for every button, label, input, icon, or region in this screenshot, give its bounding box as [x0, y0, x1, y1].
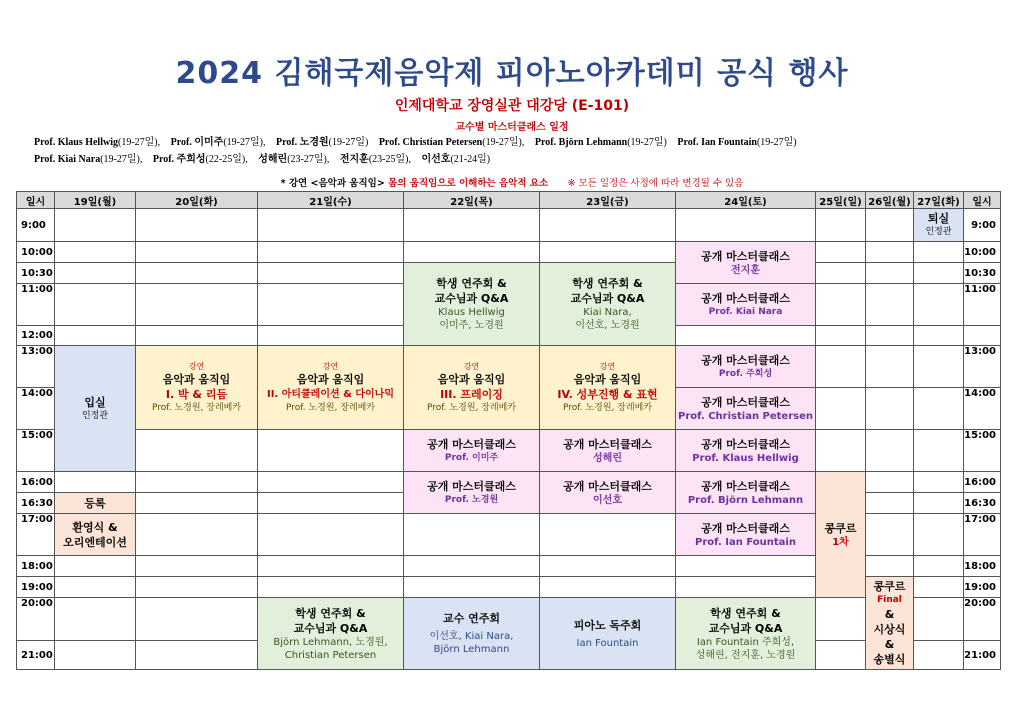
- lecture-cell: 강연 음악과 움직임 III. 프레이징 Prof. 노경원, 장레베카: [404, 346, 540, 430]
- col-header: 22일(목): [404, 192, 540, 209]
- professor-item: 전지훈(23-25일),: [339, 154, 411, 165]
- professor-item: Prof. 노경원(19-27일): [275, 137, 369, 148]
- time-label: 15:00: [964, 430, 1001, 472]
- professor-item: Prof. Christian Petersen(19-27일),: [378, 137, 525, 148]
- lecture-cell: 강연 음악과 움직임 II. 아티큘레이션 & 다이나믹 Prof. 노경원, 장레베카: [258, 346, 404, 430]
- final-cell: 콩쿠르 Final & 시상식 & 송별식: [866, 577, 914, 670]
- page-title: 2024 김해국제음악제 피아노아카데미 공식 행사: [175, 56, 849, 91]
- col-header: 21일(수): [258, 192, 404, 209]
- professor-item: Prof. Klaus Hellwig(19-27일),: [34, 137, 161, 148]
- professor-item: Prof. Kiai Nara(19-27일),: [34, 154, 143, 165]
- lecture-cell: 강연 음악과 움직임 I. 박 & 리듬 Prof. 노경원, 장레베카: [136, 346, 258, 430]
- time-label: 9:00: [964, 209, 1001, 242]
- time-label: 20:00: [964, 598, 1001, 641]
- student-concert-cell: 학생 연주회 & 교수님과 Q&A Klaus Hellwig 이미주, 노경원: [404, 263, 540, 346]
- checkin-cell: 입실 인정관: [55, 346, 136, 472]
- masterclass-cell: 공개 마스터클래스 Prof. Kiai Nara: [676, 284, 816, 326]
- masterclass-cell: 공개 마스터클래스 Prof. 이미주: [404, 430, 540, 472]
- time-label: 14:00: [17, 388, 55, 430]
- time-label: 19:00: [17, 577, 55, 598]
- student-concert-cell: 학생 연주회 & 교수님과 Q&A Ian Fountain 주희성, 성해린, 전지훈, 노경원: [676, 598, 816, 670]
- masterclass-cell: 공개 마스터클래스 Prof. 주희성: [676, 346, 816, 388]
- professor-item: Prof. 이미주(19-27일),: [170, 137, 266, 148]
- professor-list-1: [34, 135, 994, 150]
- time-label: 19:00: [964, 577, 1001, 598]
- note-highlight: 몸의 움직임으로 이해하는 음악적 요소: [388, 178, 549, 189]
- masterclass-cell: 공개 마스터클래스 Prof. Klaus Hellwig: [676, 430, 816, 472]
- time-label: 21:00: [17, 641, 55, 670]
- note-warning: ※ 모든 일정은 사정에 따라 변경될 수 있음: [567, 178, 744, 189]
- masterclass-cell: 공개 마스터클래스 Prof. 노경원: [404, 472, 540, 514]
- schedule-label: 교수별 마스터클래스 일정: [455, 122, 569, 133]
- col-header: 24일(토): [676, 192, 816, 209]
- time-label: 10:30: [964, 263, 1001, 284]
- masterclass-cell: 공개 마스터클래스 전지훈: [676, 242, 816, 284]
- masterclass-cell: 공개 마스터클래스 Prof. Ian Fountain: [676, 514, 816, 556]
- lecture-cell: 강연 음악과 움직임 IV. 성부진행 & 표현 Prof. 노경원, 장레베카: [540, 346, 676, 430]
- masterclass-cell: 공개 마스터클래스 Prof. Björn Lehmann: [676, 472, 816, 514]
- masterclass-cell: 공개 마스터클래스 성해린: [540, 430, 676, 472]
- masterclass-cell: 공개 마스터클래스 Prof. Christian Petersen: [676, 388, 816, 430]
- col-header: 일시: [17, 192, 55, 209]
- time-label: 18:00: [964, 556, 1001, 577]
- time-label: 12:00: [17, 326, 55, 346]
- professor-item: 이선호(21-24일): [421, 154, 491, 165]
- time-label: 11:00: [17, 284, 55, 326]
- time-label: 17:00: [964, 514, 1001, 556]
- time-label: 13:00: [17, 346, 55, 388]
- time-label: 20:00: [17, 598, 55, 641]
- checkout-cell: 퇴실 인정관: [914, 209, 964, 242]
- time-label: 18:00: [17, 556, 55, 577]
- time-label: 17:00: [17, 514, 55, 556]
- time-label: 16:00: [17, 472, 55, 493]
- col-header: 27일(화): [914, 192, 964, 209]
- faculty-concert-cell: 교수 연주회 이선호, Kiai Nara, Björn Lehmann: [404, 598, 540, 670]
- time-label: 13:00: [964, 346, 1001, 388]
- competition-cell: 콩쿠르 1차: [816, 472, 866, 598]
- time-label: 16:00: [964, 472, 1001, 493]
- professor-item: 성해린(23-27일),: [258, 154, 330, 165]
- col-header: 20일(화): [136, 192, 258, 209]
- professor-item: Prof. Ian Fountain(19-27일): [677, 137, 797, 148]
- registration-cell: 등록: [55, 493, 136, 514]
- col-header: 26일(월): [866, 192, 914, 209]
- time-label: 9:00: [17, 209, 55, 242]
- col-header: 23일(금): [540, 192, 676, 209]
- col-header: 19일(월): [55, 192, 136, 209]
- time-label: 10:30: [17, 263, 55, 284]
- time-label: 15:00: [17, 430, 55, 472]
- time-label: 16:30: [964, 493, 1001, 514]
- col-header: 일시: [964, 192, 1001, 209]
- professor-item: Prof. Björn Lehmann(19-27일): [534, 137, 667, 148]
- welcome-cell: 환영식 & 오리엔테이션: [55, 514, 136, 556]
- time-label: 21:00: [964, 641, 1001, 670]
- lecture-note: * 강연 <음악과 움직임> 몸의 움직임으로 이해하는 음악적 요소 ※ 모든 일정은 사정에 따라 변경될 수 있음: [280, 178, 744, 189]
- time-label: 16:30: [17, 493, 55, 514]
- recital-cell: 피아노 독주회 Ian Fountain: [540, 598, 676, 670]
- schedule-table: [16, 191, 1001, 670]
- time-label: 14:00: [964, 388, 1001, 430]
- col-header: 25일(일): [816, 192, 866, 209]
- student-concert-cell: 학생 연주회 & 교수님과 Q&A Kiai Nara, 이선호, 노경원: [540, 263, 676, 346]
- venue: 인제대학교 장영실관 대강당 (E-101): [394, 98, 630, 114]
- time-label: 11:00: [964, 284, 1001, 326]
- time-label: 10:00: [17, 242, 55, 263]
- professor-item: Prof. 주희성(22-25일),: [152, 154, 248, 165]
- time-label: 10:00: [964, 242, 1001, 263]
- student-concert-cell: 학생 연주회 & 교수님과 Q&A Björn Lehmann, 노경원, Christian Petersen: [258, 598, 404, 670]
- masterclass-cell: 공개 마스터클래스 이선호: [540, 472, 676, 514]
- professor-list-2: [34, 152, 994, 167]
